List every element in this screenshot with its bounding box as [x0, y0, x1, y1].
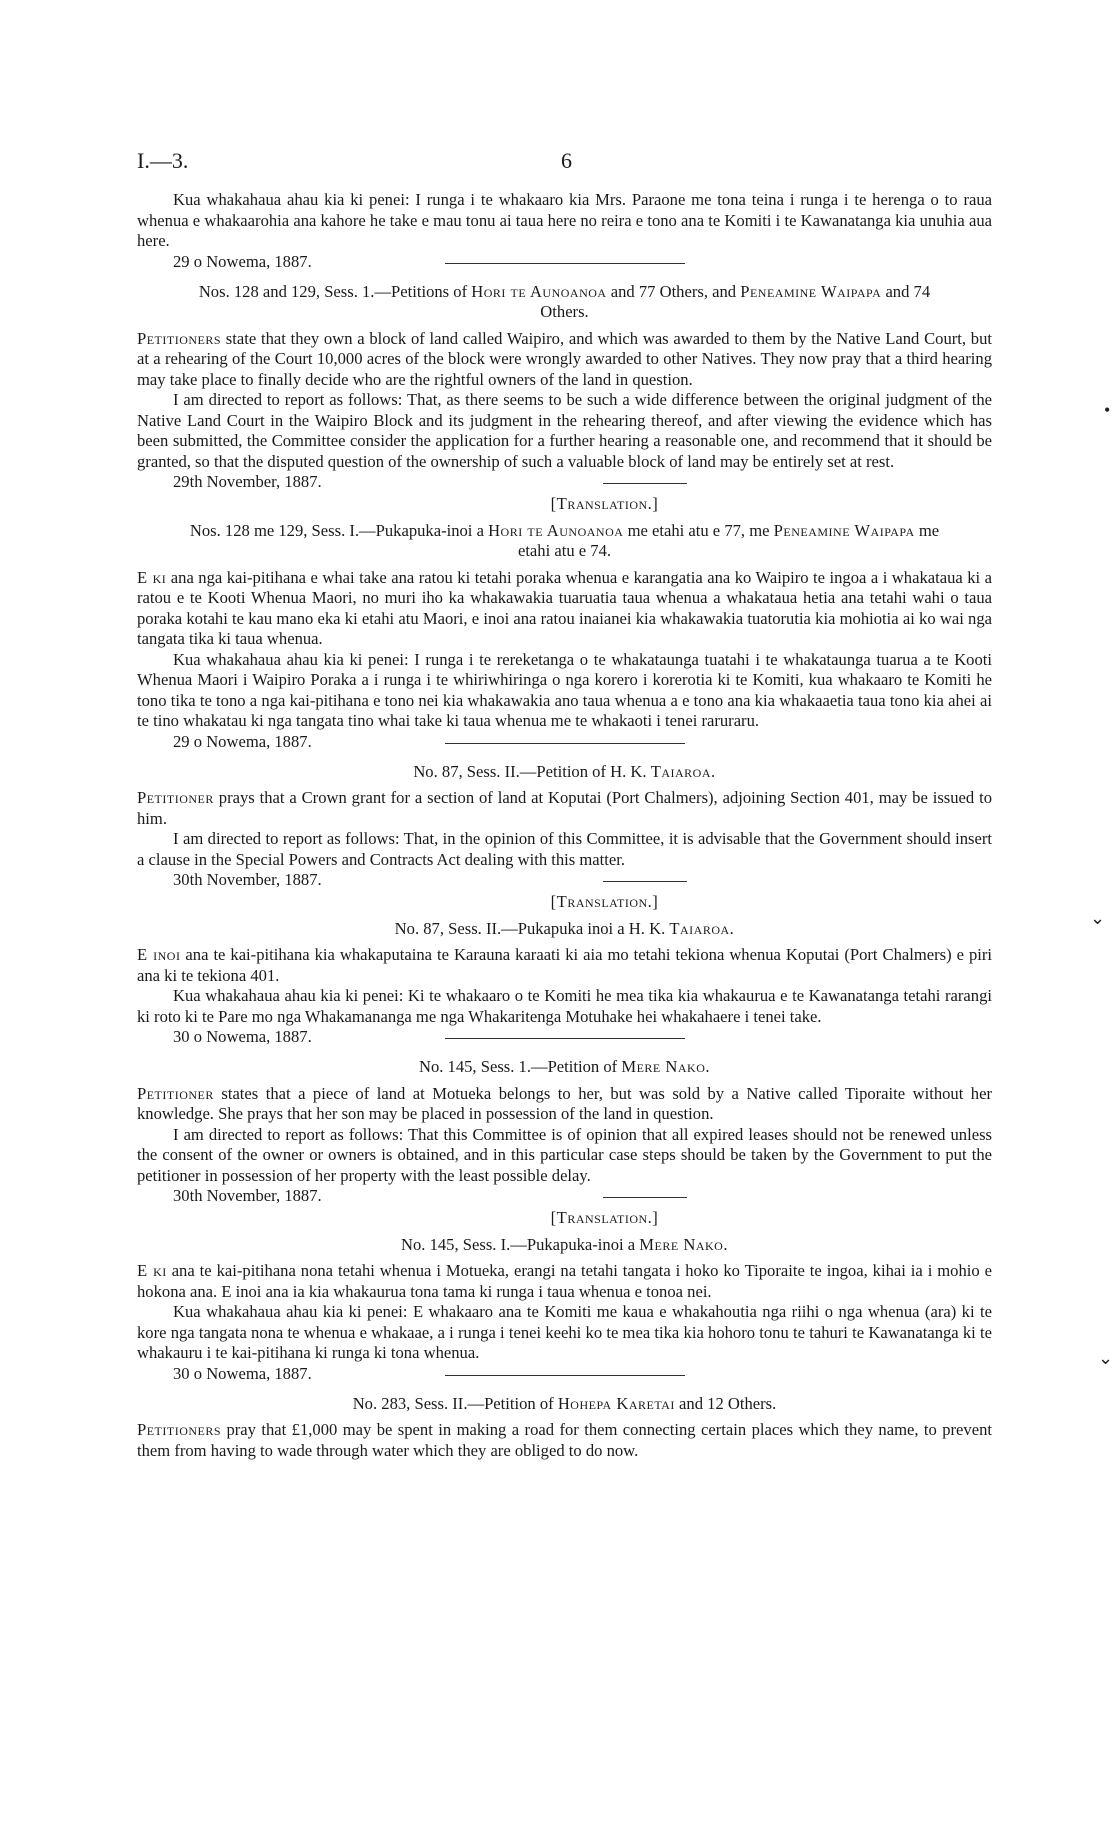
- translation-label: [Translation.]: [550, 892, 659, 911]
- date-line: 30 o Nowema, 1887.: [173, 1027, 312, 1046]
- section-heading: Nos. 128 and 129, Sess. 1.—Petitions of Hori te Aunoanoa and 77 Others, and Peneamine Waipapa and 74 Others.: [198, 281, 931, 321]
- margin-mark: ⌄: [1098, 1348, 1114, 1368]
- section-divider: [445, 1375, 685, 1376]
- petitioner-name: Hohepa Karetai: [557, 1393, 675, 1413]
- section-heading: No. 145, Sess. I.—Pukapuka-inoi a Mere Nako.: [401, 1234, 728, 1254]
- lead-word: E ki: [137, 1261, 167, 1280]
- date-line: 30 o Nowema, 1887.: [173, 1363, 312, 1383]
- lead-word: Petitioners: [137, 1420, 222, 1439]
- paragraph: E inoi ana te kai-pitihana kia whakaputaina te Karauna karaati ki aia mo tetahi tekiona whenua Koputai (Port Chalmers) e piri ana ki te tekiona 401.: [137, 945, 993, 985]
- paragraph: Petitioner states that a piece of land at Motueka belongs to her, but was sold by a Native called Tiporaite without her knowledge. She prays that her son may be placed in possession of the land in question.: [137, 1083, 992, 1123]
- petitioner-name: Hori te Aunoanoa: [488, 520, 624, 540]
- petitioner-name: Hori te Aunoanoa: [471, 281, 607, 301]
- paragraph: Petitioner prays that a Crown grant for a section of land at Koputai (Port Chalmers), adjoining Section 401, may be issued to him.: [137, 788, 992, 828]
- margin-mark: ⌄: [1090, 908, 1106, 928]
- paragraph: Petitioners pray that £1,000 may be spent in making a road for them connecting certain places which they name, to prevent them from having to wade through water which they are obliged to do now.: [137, 1420, 992, 1460]
- section-heading: No. 283, Sess. II.—Petition of Hohepa Karetai and 12 Others.: [352, 1393, 777, 1413]
- section-heading: No. 87, Sess. II.—Pukapuka inoi a H. K. Taiaroa.: [394, 918, 735, 938]
- lead-word: Petitioner: [137, 788, 214, 807]
- document-body: [137, 190, 992, 1461]
- margin-speck: •: [1104, 400, 1111, 420]
- date-line: 29th November, 1887.: [173, 472, 322, 491]
- lead-word: Petitioner: [137, 1083, 214, 1103]
- lead-word: Petitioners: [137, 328, 222, 348]
- section-divider: [445, 263, 685, 264]
- petitioner-name: Taiaroa.: [669, 918, 735, 938]
- section-heading: No. 87, Sess. II.—Petition of H. K. Taiaroa.: [413, 761, 716, 781]
- paragraph: Kua whakahaua ahau kia ki penei: Ki te whakaaro o te Komiti he mea tika kia whakaurua e te Kawanatanga tetahi rarangi ki roto ki te Pare mo nga Whakamananga me nga Whakaritenga Motuhake hei whakahaere i tenei take.: [137, 986, 992, 1026]
- translation-label: [Translation.]: [550, 1208, 659, 1227]
- paragraph: Kua whakahaua ahau kia ki penei: I runga i te rereketanga o te whakataunga tuatahi i te whakataunga tuarua a te Kooti Whenua Maori i Waipiro Poraka a i runga i te whiriwhiringa o nga korero i korerotia ki te Komiti, kua whakaaro te Komiti he tono tika te tono a nga kai-pitihana e tono nei kia whakawakia ano taua whenua a e tono ana kia whakaaetia taua tono kia ahei ai te tino whakatau ki nga tangata tino whai take ki taua whenua me te whakaoti i tenei raruraru.: [137, 649, 992, 730]
- section-divider: [603, 1197, 687, 1198]
- paragraph: I am directed to report as follows: That, as there seems to be such a wide difference between the original judgment of the Native Land Court in the Waipiro Block and its judgment in the rehearing thereof, and after viewing the evidence which has been submitted, the Committee consider the application for a further hearing a reasonable one, and recommend that it should be granted, so that the disputed question of the ownership of such a valuable block of land may be entirely set at rest.: [137, 390, 992, 471]
- petitioner-name: Peneamine Waipapa: [740, 281, 882, 301]
- section-divider: [603, 483, 687, 484]
- paragraph: E ki ana te kai-pitihana nona tetahi whenua i Motueka, erangi na tetahi tangata i hoko ko Tiporaite te ingoa, kihai ia i mohio e hokona ana. E inoi ana ia kia whakaurua tona tama ki runga i taua whenua e tonoa nei.: [137, 1261, 992, 1301]
- section-heading: Nos. 128 me 129, Sess. I.—Pukapuka-inoi a Hori te Aunoanoa me etahi atu e 77, me Peneamine Waipapa me etahi atu e 74.: [189, 520, 940, 560]
- lead-word: E ki: [137, 567, 167, 587]
- date-line: 29 o Nowema, 1887.: [173, 251, 312, 271]
- date-line: 30th November, 1887.: [173, 1186, 322, 1205]
- lead-word: E inoi: [137, 945, 181, 964]
- section-divider: [445, 1038, 685, 1039]
- paragraph: I am directed to report as follows: That, in the opinion of this Committee, it is advisable that the Government should insert a clause in the Special Powers and Contracts Act dealing with this matter.: [137, 829, 992, 869]
- translation-label: [Translation.]: [550, 494, 659, 513]
- paragraph: E ki ana nga kai-pitihana e whai take ana ratou ki tetahi poraka whenua e karangatia ana ko Waipiro te ingoa a i whakataua ki a ratou e te Kooti Whenua Maori, no muri iho ka whakawakia tuaruatia taua whenua a whakataua hetia ana tetahi wahi o taua poraka kotahi te kau mano eka ki etahi atu Maori, e inoi ana ratou inaianei kia whakawakia tuatorutia kia mohiotia ai ko wai nga tangata tika ki taua whenua.: [137, 567, 992, 648]
- date-line: 30th November, 1887.: [173, 870, 322, 889]
- paragraph: Kua whakahaua ahau kia ki penei: E whakaaro ana te Komiti me kaua e whakahoutia nga riihi o nga whenua (ara) ki te kore nga tangata nona te whenua e whakaae, a i runga i tenei keehi ko te mea tika kia hohoro tonu te tahuri te Kawanatanga ki te whakauru i te kai-pitihana ki runga ki tona whenua.: [137, 1302, 992, 1362]
- section-divider: [445, 743, 685, 744]
- petitioner-name: Taiaroa.: [650, 761, 716, 781]
- section-divider: [603, 881, 687, 882]
- paragraph: Petitioners state that they own a block of land called Waipiro, and which was awarded to them by the Native Land Court, but at a rehearing of the Court 10,000 acres of the block were wrongly awarded to other Natives. They now pray that a third hearing may take place to finally decide who are the rightful owners of the land in question.: [137, 328, 992, 389]
- document-reference: I.—3.: [137, 148, 189, 173]
- date-line: 29 o Nowema, 1887.: [173, 731, 312, 751]
- petitioner-name: Mere Nako.: [639, 1234, 728, 1254]
- paragraph: I am directed to report as follows: That this Committee is of opinion that all expired leases should not be renewed unless the consent of the owner or owners is obtained, and in this particular case steps should be taken by the Government to put the petitioner in possession of her property with the least possible delay.: [137, 1124, 992, 1185]
- petitioner-name: Peneamine Waipapa: [773, 520, 915, 540]
- paragraph: Kua whakahaua ahau kia ki penei: I runga i te whakaaro kia Mrs. Paraone me tona teina i runga i te herenga o to raua whenua e whakaarohia ana kahore he take e mau tonu ai taua here no reira e tono ana te Komiti i te Kawanatanga kia unuhia aua here.: [137, 190, 992, 250]
- section-heading: No. 145, Sess. 1.—Petition of Mere Nako.: [418, 1057, 711, 1076]
- petitioner-name: Mere Nako.: [621, 1057, 711, 1076]
- page-number: 6: [561, 148, 572, 173]
